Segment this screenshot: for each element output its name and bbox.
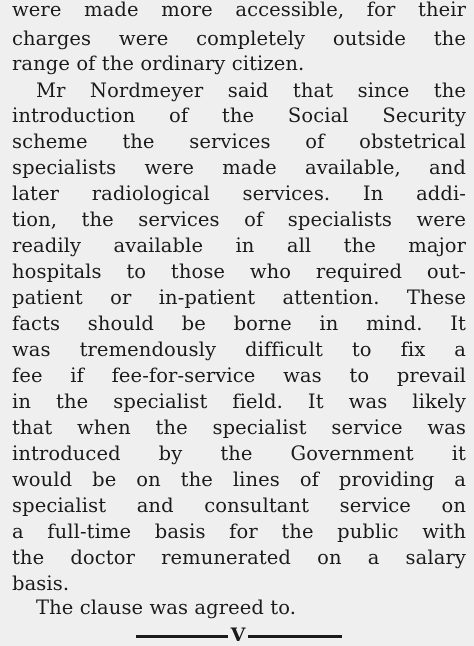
text-line: introduced by the Government it <box>12 442 466 465</box>
paragraph-start-line: Mr Nordmeyer said that since the <box>36 79 466 102</box>
text-line: later radiological services. In addi- <box>12 182 466 205</box>
text-line: a full-time basis for the public with <box>12 520 466 543</box>
text-line: specialist and consultant service on <box>12 494 466 517</box>
text-line: hospitals to those who required out- <box>12 260 466 283</box>
text-line: were made more accessible, for their <box>12 0 466 21</box>
text-line: fee if fee-for-service was to prevail <box>12 364 466 387</box>
closing-sentence: The clause was agreed to. <box>36 596 297 619</box>
text-line: scheme the services of obstetrical <box>12 130 466 153</box>
separator-rule-right <box>248 635 342 638</box>
text-line: was tremendously difficult to fix a <box>12 338 466 361</box>
text-line: in the specialist field. It was likely <box>12 390 466 413</box>
text-line: facts should be borne in mind. It <box>12 312 466 335</box>
text-line: patient or in-patient attention. These <box>12 286 466 309</box>
text-line: charges were completely outside the <box>12 27 466 50</box>
text-line: specialists were made available, and <box>12 156 466 179</box>
text-line: tion, the services of specialists were <box>12 208 466 231</box>
section-separator <box>136 624 342 646</box>
text-line: readily available in all the major <box>12 234 466 257</box>
text-line: that when the specialist service was <box>12 416 466 439</box>
separator-mark: V <box>230 624 246 646</box>
text-line: introduction of the Social Security <box>12 104 466 127</box>
text-line: the doctor remunerated on a salary <box>12 546 466 569</box>
text-line: would be on the lines of providing a <box>12 468 466 491</box>
text-line: range of the ordinary citizen. <box>12 52 305 75</box>
separator-rule-left <box>136 635 228 638</box>
text-line: basis. <box>12 572 70 595</box>
